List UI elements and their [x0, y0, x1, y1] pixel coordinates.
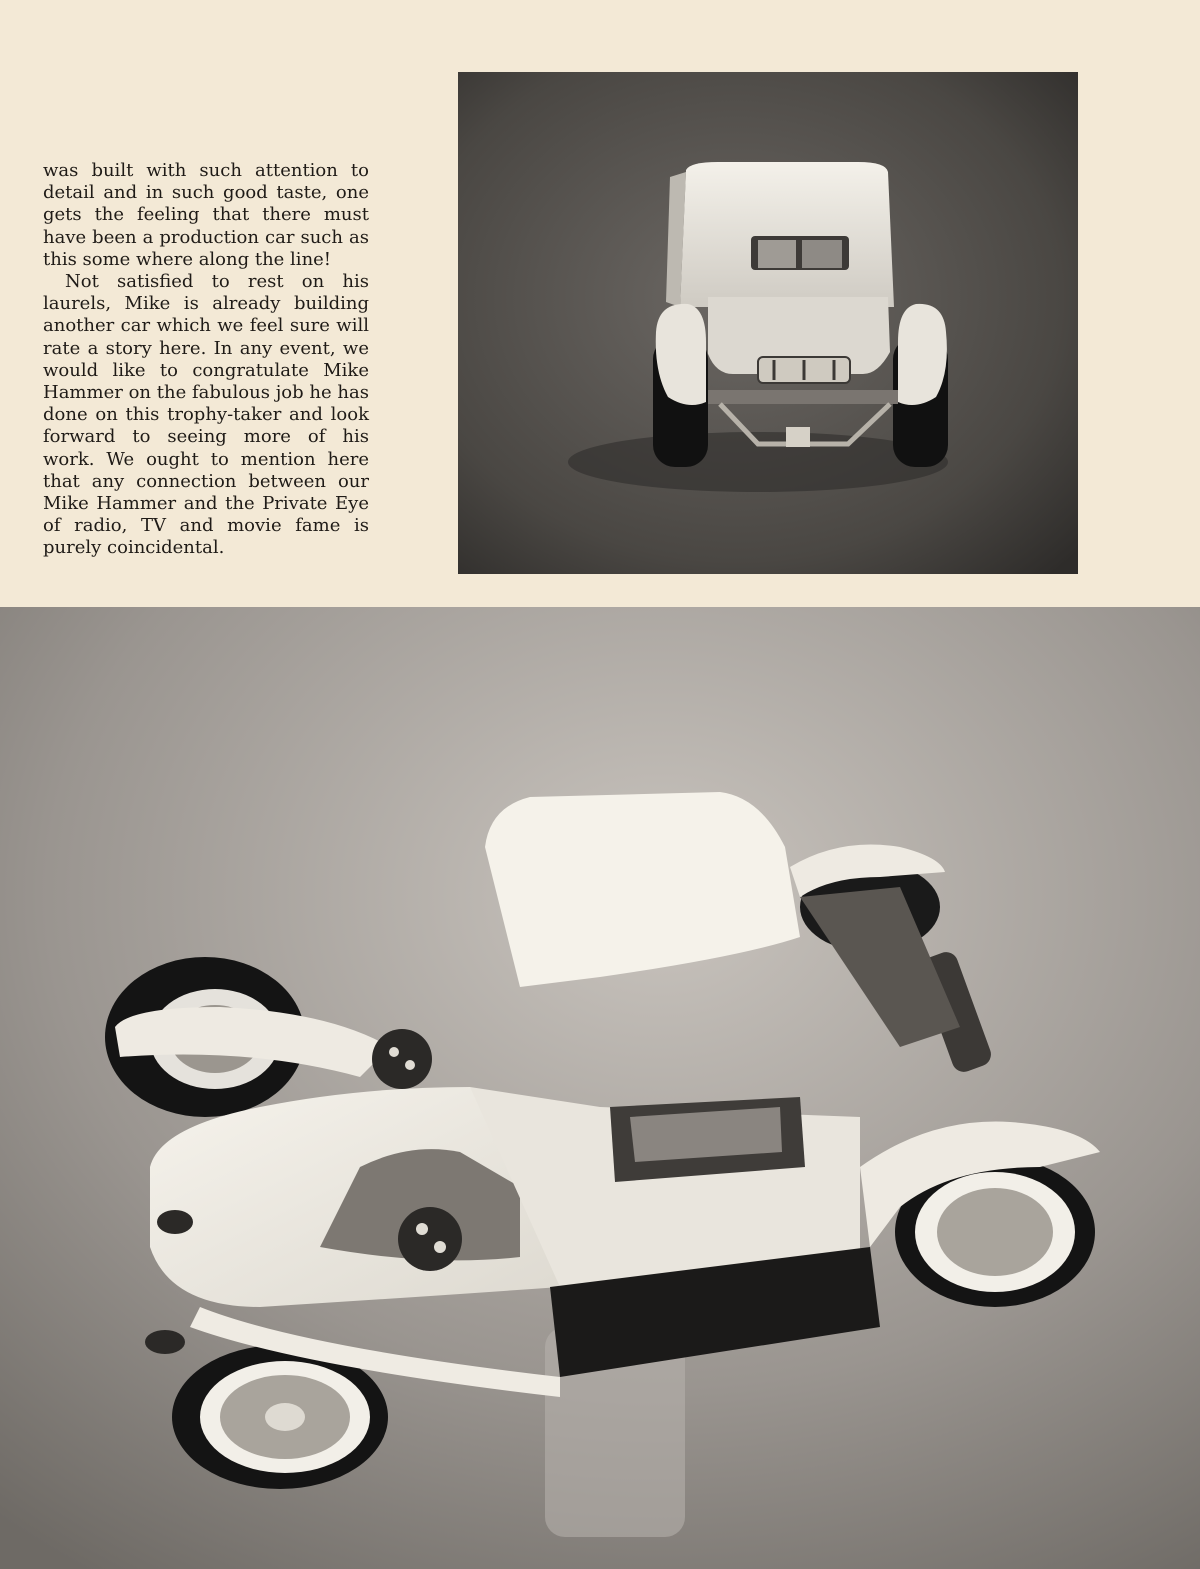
article-paragraph-2: Not satisfied to rest on his laurels, Mike is already building another car which we feel sure will rate a story here. In any event, we would like to congratulate Mike Hammer on the fabulous job he has done on this trophy-taker and look forward to seeing more of his work. We ought to mention here that any connection between our Mike Hammer and the Private Eye of radio, TV and movie fame is purely coincidental. [43, 271, 369, 559]
article-paragraph-1: was built with such attention to detail and in such good taste, one gets the feeling that there must have been a production car such as this some where along the line! [43, 160, 369, 270]
photo-rear-view-icon [458, 72, 1078, 574]
article-text-column [43, 160, 369, 560]
photo-three-quarter-view-icon [0, 607, 1200, 1569]
three-quarter-view-photo [0, 607, 1200, 1569]
rear-view-photo [458, 72, 1078, 574]
